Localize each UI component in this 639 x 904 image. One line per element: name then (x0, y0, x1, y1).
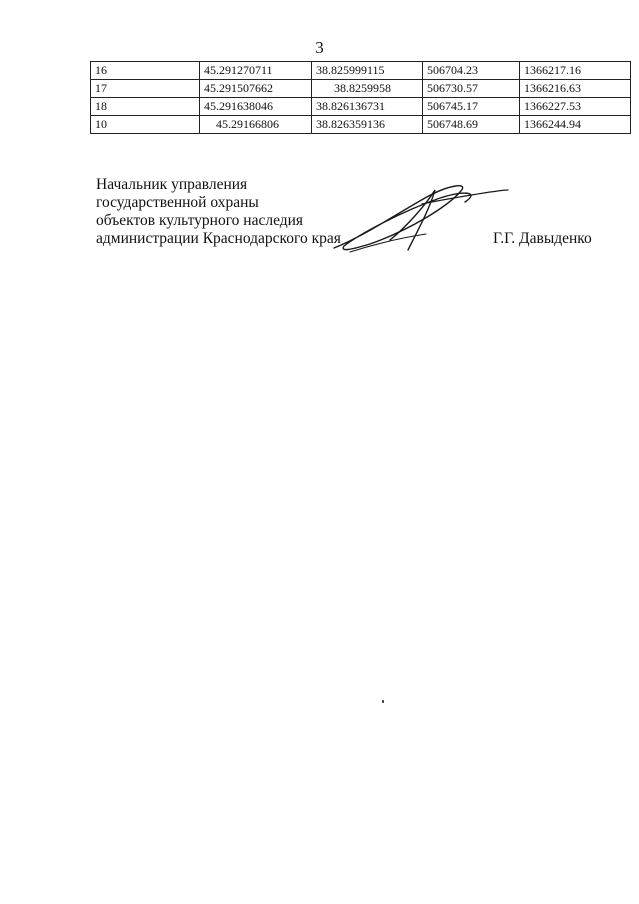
table-row (91, 62, 631, 80)
y-coordinate-cell: 1366216.63 (520, 80, 631, 98)
signatory-title-line: Начальник управления (96, 176, 248, 193)
signatory-title-line: объектов культурного наследия (96, 212, 304, 229)
handwritten-signature (330, 178, 510, 258)
y-coordinate-cell: 1366244.94 (520, 116, 631, 134)
x-coordinate-cell: 506748.69 (423, 116, 520, 134)
signatory-title-line: государственной охраны (96, 194, 259, 211)
latitude-cell: 45.291638046 (200, 98, 312, 116)
latitude-cell: 45.291270711 (200, 62, 312, 80)
longitude-cell: 38.8259958 (312, 80, 423, 98)
scan-speck (382, 700, 384, 703)
point-number-cell: 10 (91, 116, 200, 134)
latitude-cell: 45.291507662 (200, 80, 312, 98)
signatory-title-line: администрации Краснодарского края (96, 230, 341, 247)
table-row (91, 80, 631, 98)
latitude-cell: 45.29166806 (200, 116, 312, 134)
longitude-cell: 38.826136731 (312, 98, 423, 116)
signatory-title (96, 176, 341, 248)
longitude-cell: 38.825999115 (312, 62, 423, 80)
x-coordinate-cell: 506730.57 (423, 80, 520, 98)
coordinates-table (90, 61, 631, 134)
x-coordinate-cell: 506704.23 (423, 62, 520, 80)
longitude-cell: 38.826359136 (312, 116, 423, 134)
signer-name: Г.Г. Давыденко (493, 230, 592, 247)
table-row (91, 116, 631, 134)
x-coordinate-cell: 506745.17 (423, 98, 520, 116)
point-number-cell: 16 (91, 62, 200, 80)
point-number-cell: 18 (91, 98, 200, 116)
point-number-cell: 17 (91, 80, 200, 98)
page-number: 3 (315, 38, 324, 57)
y-coordinate-cell: 1366227.53 (520, 98, 631, 116)
y-coordinate-cell: 1366217.16 (520, 62, 631, 80)
table-row (91, 98, 631, 116)
